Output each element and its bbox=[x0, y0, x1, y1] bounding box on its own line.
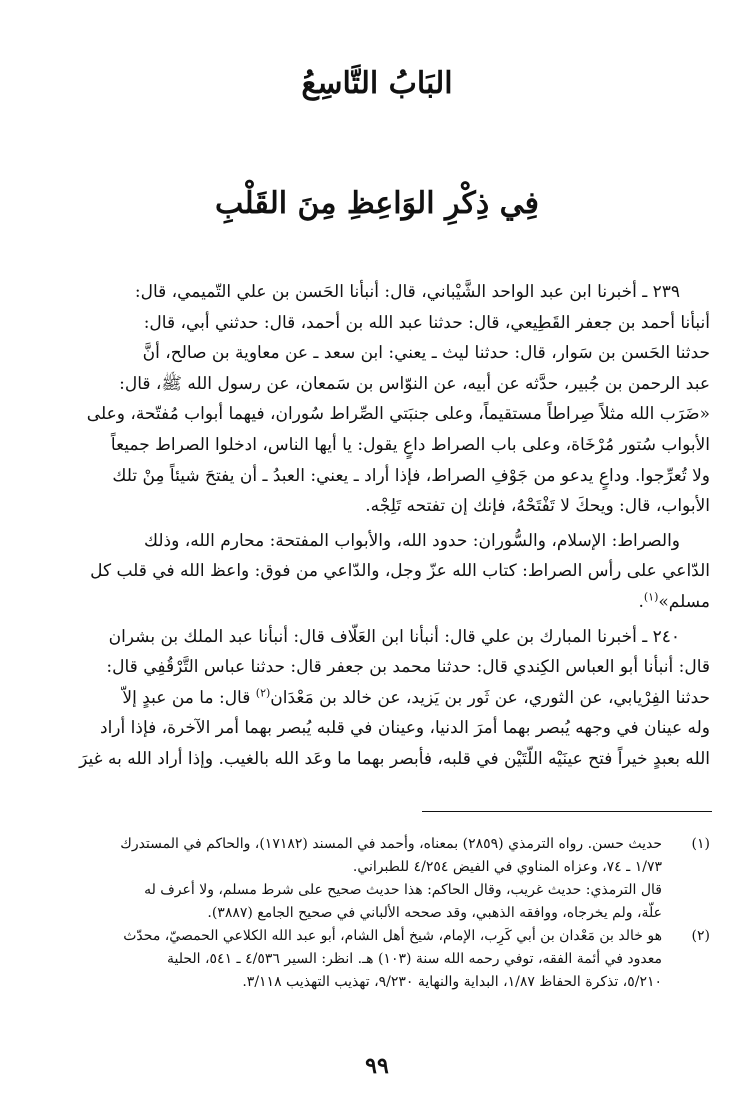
hadith-239 bbox=[42, 277, 710, 522]
chapter-title: البَابُ التَّاسِعُ bbox=[301, 66, 453, 101]
text-line: عبد الرحمن بن جُبير، حدَّثه عن أبيه، عن النوّاس بن سَمعان، عن رسول الله ﷺ، قال: bbox=[119, 373, 710, 394]
footnote-2 bbox=[42, 925, 710, 994]
text-line: ولا تُعرِّجوا. وداعٍ يدعو من جَوْفِ الصراط، فإذا أراد ـ يعني: العبدُ ـ أن يفتحَ شيئاً مِنْ تلك bbox=[112, 465, 710, 486]
footnote-line: ٥/٢١٠، تذكرة الحفاظ ١/٨٧، البداية والنهاية ٩/٢٣٠، تهذيب التهذيب ٣/١١٨. bbox=[242, 974, 662, 990]
text-line: حدثنا الحَسن بن سَوار، قال: حدثنا ليث ـ يعني: ابن سعد ـ عن معاوية بن صالح، أنَّ bbox=[142, 343, 710, 364]
footnote-reference[interactable]: (٢) bbox=[255, 686, 271, 700]
footnote-line: قال الترمذي: حديث غريب، وقال الحاكم: هذا حديث صحيح على شرط مسلم، ولا أعرف له bbox=[144, 882, 662, 898]
text-line bbox=[42, 587, 710, 618]
text-fragment: مسلم» bbox=[658, 591, 710, 612]
footnotes bbox=[42, 833, 710, 994]
text-line: «ضَرَب الله مثلاً صِراطاً مستقيماً، وعلى جنبَتي الصِّراط سُوران، فيهما أبواب مُفتّحة، وعلى bbox=[86, 404, 710, 425]
text-line: الأبواب سُتور مُرْخَاة، وعلى باب الصراط داعٍ يقول: يا أيها الناس، ادخلوا الصراط جميعاً bbox=[110, 434, 710, 455]
text-line bbox=[42, 683, 710, 714]
footnote-body bbox=[42, 833, 662, 925]
footnote-body bbox=[42, 925, 662, 994]
footnote-reference[interactable]: (١) bbox=[643, 590, 659, 604]
footnote-line: ١/٧٣ ـ ٧٤، وعزاه المناوي في الفيض ٤/٢٥٤ للطبراني. bbox=[352, 859, 662, 875]
text-line: أنبأنا أحمد بن جعفر القَطِيعي، قال: حدثنا عبد الله بن أحمد، قال: حدثني أبي، قال: bbox=[143, 312, 710, 333]
text-line: قال: أنبأنا أبو العباس الكِندي قال: حدثنا محمد بن جعفر قال: حدثنا عباس التَّرْقُفِي قال: bbox=[106, 657, 710, 678]
text-line: وله عينان في وجهه يُبصر بهما أمرَ الدنيا، وعينان في قلبه يُبصر بهما أمر الآخرة، فإذا أراد bbox=[100, 718, 710, 739]
page-number: ٩٩ bbox=[365, 1053, 389, 1079]
footnote-number: (٢) bbox=[691, 928, 710, 944]
footnote-line: هو خالد بن مَعْدان بن أبي كَرِب، الإمام، شيخ أهل الشام، أبو عبد الله الكلاعي الحمصيّ، محدّث bbox=[123, 928, 662, 944]
text-line: الدّاعي على رأس الصراط: كتاب الله عزّ وجل، والدّاعي من فوق: واعظ الله في قلب كل bbox=[90, 561, 710, 582]
text-fragment: . bbox=[638, 591, 644, 612]
footnote-line: معدود في أئمة الفقه، توفي رحمه الله سنة (١٠٣) هـ. انظر: السير ٤/٥٣٦ ـ ٥٤١، الحلية bbox=[167, 951, 662, 967]
text-fragment: حدثنا الفِرْيابي، عن الثوري، عن ثَور بن يَزيد، عن خالد بن مَعْدَان bbox=[270, 687, 710, 708]
main-text bbox=[42, 277, 710, 775]
text-line: الله بعبدٍ خيراً فتح عينَيْه اللّتَيْن في قلبه، فأبصر بهما ما وعَد الله بالغيب. وإذا أراد الله به غيرَ bbox=[79, 748, 710, 769]
text-line: ٢٣٩ ـ أخبرنا ابن عبد الواحد الشَّيْباني، قال: أنبأنا الحَسن بن علي التّميمي، قال: bbox=[134, 282, 680, 302]
hadith-240 bbox=[42, 622, 710, 775]
section-title: فِي ذِكْرِ الوَاعِظِ مِنَ القَلْبِ bbox=[215, 186, 539, 221]
footnote-line: حديث حسن. رواه الترمذي (٢٨٥٩) بمعناه، وأحمد في المسند (١٧١٨٢)، والحاكم في المستدرك bbox=[120, 836, 662, 852]
explanation-paragraph bbox=[42, 526, 710, 618]
footnote-separator bbox=[422, 811, 712, 812]
footnote-1 bbox=[42, 833, 710, 925]
footnote-number: (١) bbox=[691, 836, 710, 852]
text-fragment: قال: ما من عبدٍ إلاّ bbox=[122, 687, 256, 708]
text-line: والصراط: الإسلام، والسُّوران: حدود الله، والأبواب المفتحة: محارم الله، وذلك bbox=[144, 530, 680, 551]
footnote-line: علّة، ولم يخرجاه، ووافقه الذهبي، وقد صححه الألباني في صحيح الجامع (٣٨٨٧). bbox=[207, 905, 662, 921]
text-line: ٢٤٠ ـ أخبرنا المبارك بن علي قال: أنبأنا ابن العَلّاف قال: أنبأنا عبد الملك بن بشران bbox=[108, 626, 680, 647]
text-line: الأبواب، قال: ويحكَ لا تَفْتَحْهُ، فإنك إن تفتحه تَلِجْه. bbox=[365, 496, 710, 517]
